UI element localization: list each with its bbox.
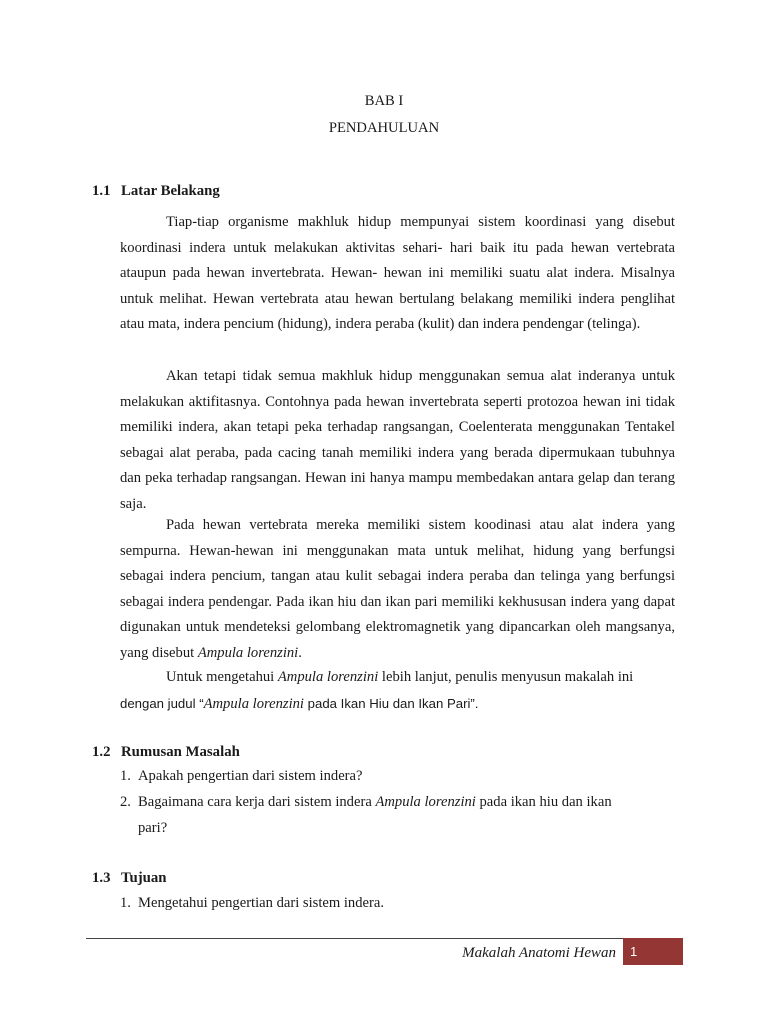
list-item: [120, 891, 675, 917]
paragraph-3-text: Pada hewan vertebrata mereka memiliki sistem koodinasi atau alat indera yang sempurna. Hewan-hewan ini menggunakan mata untuk melihat, hidung yang berfungsi sebagai indera pencium, tangan atau kulit sebagai indera peraba dan telinga yang berfungsi sebagai indera pendengar. Pada ikan hiu dan ikan pari memiliki kekhususan indera yang dapat digunakan untuk mendeteksi gelombang elektromagnetik yang dipancarkan oleh mangsanya, yang disebut: [120, 517, 675, 661]
section-number: 1.3: [92, 870, 111, 886]
paragraph-4-line-2-a: dengan judul “: [120, 696, 204, 711]
paragraph-4-text-a: Untuk mengetahui: [166, 669, 278, 685]
list-text: Bagaimana cara kerja dari sistem indera: [138, 794, 376, 810]
paragraph-4-line-2: [120, 691, 675, 718]
list-item: [120, 790, 675, 816]
paragraph-1: Tiap-tiap organisme makhluk hidup mempunyai sistem koordinasi yang disebut koordinasi indera untuk melakukan aktivitas sehari- hari baik itu pada hewan vertebrata ataupun pada hewan invertebrata. Hewan- hewan ini memiliki suatu alat indera. Misalnya untuk melihat. Hewan vertebrata atau hewan bertulang belakang memiliki indera penglihat atau mata, indera pencium (hidung), indera peraba (kulit) dan indera pendengar (telinga).: [120, 214, 675, 333]
section-heading-1-1: [92, 183, 220, 200]
list-term: Ampula lorenzini: [375, 794, 476, 810]
chapter-title: PENDAHULUAN: [328, 120, 440, 136]
paragraph-4-text-b: lebih lanjut, penulis menyusun makalah ini: [378, 669, 634, 685]
list-number: 1.: [120, 895, 131, 911]
footer-title: Makalah Anatomi Hewan: [462, 945, 616, 961]
list-text: pada ikan hiu dan ikan: [475, 794, 612, 810]
list-item-continuation: pari?: [138, 820, 168, 836]
section-heading-1-3: [92, 870, 167, 887]
paragraph-4-term: Ampula lorenzini: [277, 669, 379, 685]
paragraph-4-line-2-b: pada Ikan Hiu dan Ikan Pari”.: [304, 696, 479, 711]
section-title: Rumusan Masalah: [121, 744, 240, 760]
paragraph-3-end: .: [298, 644, 302, 661]
list-item: [120, 764, 675, 790]
section-heading-1-2: [92, 744, 240, 761]
section-title: Tujuan: [121, 870, 167, 886]
chapter-label: BAB I: [364, 93, 404, 109]
list-text: Mengetahui pengertian dari sistem indera.: [138, 895, 384, 911]
paragraph-4: [120, 665, 675, 691]
section-number: 1.2: [92, 744, 111, 760]
page-number-box: [623, 938, 683, 965]
section-title: Latar Belakang: [121, 183, 220, 199]
paragraph-4-line-2-term: Ampula lorenzini: [203, 696, 304, 712]
page-number: 1: [630, 944, 638, 959]
footer-divider: [86, 938, 624, 939]
section-number: 1.1: [92, 183, 111, 199]
paragraph-3: [120, 513, 675, 667]
list-number: 1.: [120, 768, 131, 784]
list-text: Apakah pengertian dari sistem indera?: [138, 768, 363, 784]
paragraph-3-term: Ampula lorenzini: [197, 644, 299, 661]
paragraph-2: Akan tetapi tidak semua makhluk hidup menggunakan semua alat inderanya untuk melakukan aktifitasnya. Contohnya pada hewan invertebrata seperti protozoa hewan ini tidak memiliki indera, akan tetapi peka terhadap rangsangan, Coelenterata menggunakan Tentakel sebagai alat peraba, pada cacing tanah memiliki indera yang berada dipermukaan tubuhnya dan peka terhadap rangsangan. Hewan ini hanya mampu membedakan antara gelap dan terang saja.: [120, 368, 675, 512]
list-number: 2.: [120, 794, 131, 810]
